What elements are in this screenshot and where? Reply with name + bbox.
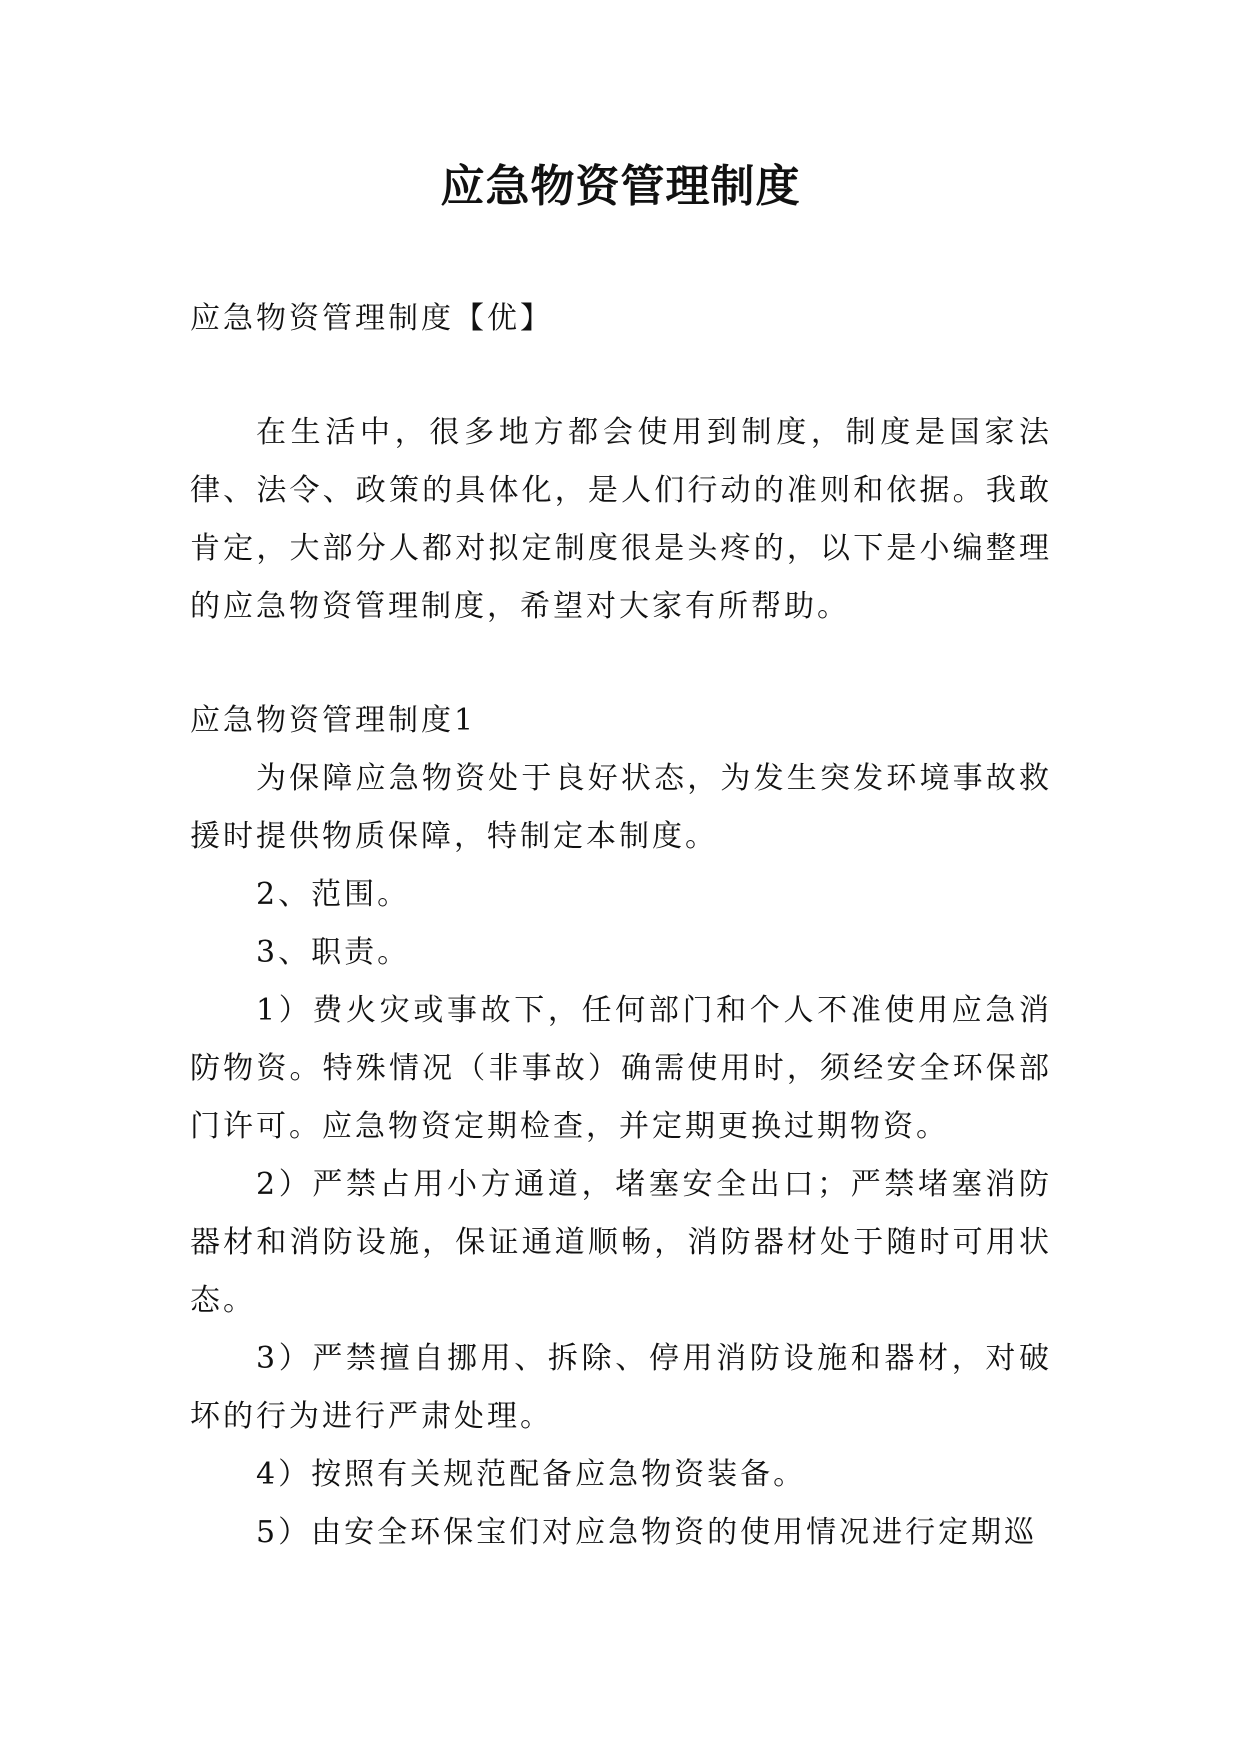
body-paragraph: 3、职责。 bbox=[256, 935, 411, 970]
body-paragraph: 5）由安全环保宝们对应急物资的使用情况进行定期巡 bbox=[256, 1515, 1038, 1550]
body-paragraph: 2）严禁占用小方通道，堵塞安全出口；严禁堵塞消防器材和消防设施，保证通道顺畅，消防器材处于随时可用状态。 bbox=[190, 1167, 1052, 1318]
body-paragraph: 2、范围。 bbox=[256, 877, 411, 912]
body-paragraph: 3）严禁擅自挪用、拆除、停用消防设施和器材，对破坏的行为进行严肃处理。 bbox=[190, 1341, 1052, 1434]
body-paragraph: 4）按照有关规范配备应急物资装备。 bbox=[256, 1457, 807, 1492]
section-heading: 应急物资管理制度1 bbox=[190, 703, 477, 738]
document-title: 应急物资管理制度 bbox=[440, 161, 801, 212]
intro-paragraph: 在生活中，很多地方都会使用到制度，制度是国家法律、法令、政策的具体化，是人们行动的准则和依据。我敢肯定，大部分人都对拟定制度很是头疼的，以下是小编整理的应急物资管理制度，希望对大家有所帮助。 bbox=[190, 415, 1052, 624]
body-paragraph: 为保障应急物资处于良好状态，为发生突发环境事故救援时提供物质保障，特制定本制度。 bbox=[190, 761, 1052, 854]
document-subtitle: 应急物资管理制度【优】 bbox=[190, 301, 553, 336]
body-paragraph: 1）费火灾或事故下，任何部门和个人不准使用应急消防物资。特殊情况（非事故）确需使用时，须经安全环保部门许可。应急物资定期检查，并定期更换过期物资。 bbox=[190, 993, 1052, 1144]
document-body bbox=[190, 290, 1052, 1562]
